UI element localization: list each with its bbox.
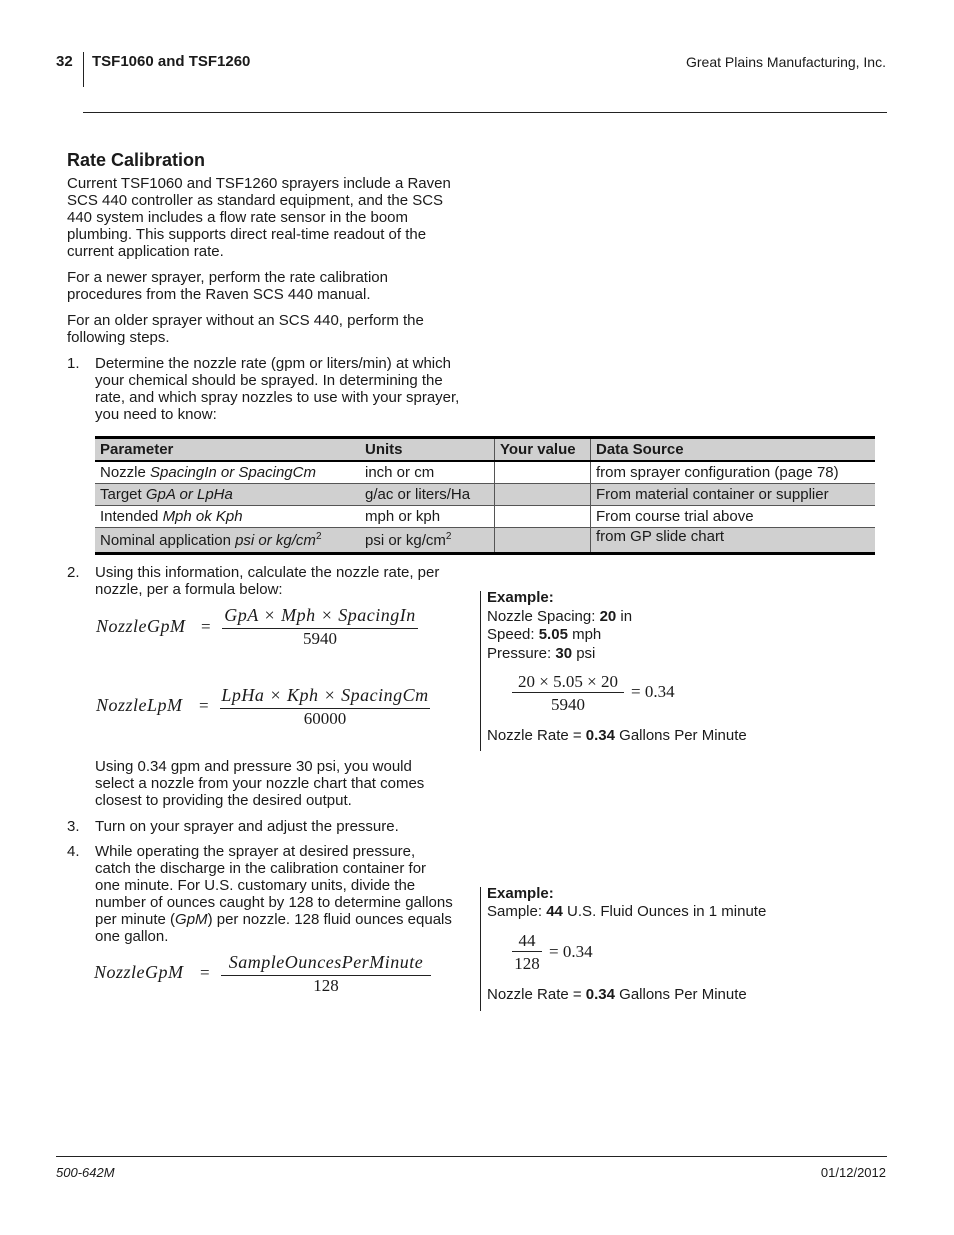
data-source-cell: From course trial above	[591, 506, 876, 528]
header-units: Units	[360, 438, 495, 462]
formula-1-lhs: NozzleGpM	[96, 616, 186, 636]
footer-rule	[56, 1156, 887, 1157]
example-1-title: Example:	[487, 589, 554, 606]
formula-3-lhs: NozzleGpM	[94, 962, 184, 982]
example-1-result: Nozzle Rate = 0.34 Gallons Per Minute	[487, 727, 747, 744]
section-heading: Rate Calibration	[67, 150, 206, 170]
formula-1-equals: =	[201, 617, 211, 636]
units-cell: g/ac or liters/Ha	[360, 484, 495, 506]
table-row	[95, 528, 875, 554]
example-1-fraction-bar	[512, 692, 624, 693]
example-1-pressure: Pressure: 30 psi	[487, 645, 596, 662]
units-cell: psi or $kg/cm^2$	[360, 528, 495, 554]
table-header-row	[95, 438, 875, 462]
document-title: TSF1060 and TSF1260	[92, 53, 251, 70]
example-2-result: Nozzle Rate = 0.34 Gallons Per Minute	[487, 986, 747, 1003]
data-source-cell: from sprayer configuration (page 78)	[591, 461, 876, 484]
example-2-calc-denominator: 128	[514, 954, 540, 973]
header-rule	[83, 112, 887, 113]
step-4-number: 4.	[67, 843, 80, 860]
step-2-text: Using this information, calculate the nozzle rate, per nozzle, per a formula below:	[95, 564, 440, 598]
formula-2-denominator: 60000	[303, 709, 347, 728]
example-2-title: Example:	[487, 885, 554, 902]
table-row	[95, 506, 875, 528]
table-row	[95, 484, 875, 506]
example-1-calc-denominator: 5940	[551, 695, 585, 714]
example-1-sidebar-line	[480, 591, 481, 751]
formula-1-numerator: GpA × Mph × SpacingIn	[224, 605, 416, 625]
formula-3-denominator: 128	[313, 976, 339, 995]
example-2-sidebar-line	[480, 887, 481, 1011]
param-cell: Nominal application psi or $kg/cm^2$	[95, 528, 360, 554]
formula-3-numerator: SampleOuncesPerMinute	[228, 952, 424, 972]
page-number: 32	[56, 53, 73, 70]
step-3-number: 3.	[67, 818, 80, 835]
step-4-text: While operating the sprayer at desired pressure, catch the discharge in the calibration container for one minute. For U.S. customary units, divide the number of ounces caught by 128 to determine gallons per minute (GpM) per nozzle. 128 fluid ounces equals one gallon.	[95, 843, 453, 945]
document-number: 500-642M	[56, 1165, 115, 1180]
publication-date: 01/12/2012	[820, 1165, 886, 1180]
formula-2-lhs: NozzleLpM	[96, 695, 183, 715]
example-2-calc-numerator: 44	[518, 931, 536, 950]
example-1-calc-numerator: 20 × 5.05 × 20	[518, 672, 618, 691]
your-value-cell[interactable]	[495, 528, 591, 554]
data-source-cell: From material container or supplier	[591, 484, 876, 506]
units-cell: inch or cm	[360, 461, 495, 484]
header-data-source: Data Source	[591, 438, 876, 462]
table-row	[95, 461, 875, 484]
step-1-text: Determine the nozzle rate (gpm or liters/min) at which your chemical should be sprayed. In determining the rate, and which spray nozzles to use with your sprayer, you need to know:	[95, 355, 460, 423]
nozzle-selection-paragraph: Using 0.34 gpm and pressure 30 psi, you would select a nozzle from your nozzle chart that comes closest to providing the desired output.	[95, 758, 425, 809]
example-1-speed: Speed: 5.05 mph	[487, 626, 602, 643]
parameters-table	[95, 436, 875, 555]
formula-2-numerator: LpHa × Kph × SpacingCm	[221, 685, 429, 705]
example-2-fraction-bar	[512, 951, 542, 952]
formula-2-equals: =	[199, 696, 209, 715]
param-cell: Intended Mph ok Kph	[95, 506, 360, 528]
newer-sprayer-paragraph: For a newer sprayer, perform the rate calibration procedures from the Raven SCS 440 manual.	[67, 269, 388, 303]
example-2-sample: Sample: 44 U.S. Fluid Ounces in 1 minute	[487, 903, 767, 920]
formula-1-denominator: 5940	[303, 629, 337, 648]
example-1-calc-result: = 0.34	[631, 682, 675, 701]
header-your-value: Your value	[495, 438, 591, 462]
example-1-spacing: Nozzle Spacing: 20 in	[487, 608, 633, 625]
step-2-number: 2.	[67, 564, 80, 581]
header-divider	[83, 52, 84, 87]
your-value-cell[interactable]	[495, 506, 591, 528]
step-1-number: 1.	[67, 355, 80, 372]
company-name: Great Plains Manufacturing, Inc.	[686, 54, 886, 70]
data-source-cell: from GP slide chart	[591, 528, 876, 554]
step-3-text: Turn on your sprayer and adjust the pressure.	[95, 818, 399, 835]
param-cell: Target GpA or LpHa	[95, 484, 360, 506]
param-cell: Nozzle SpacingIn or SpacingCm	[95, 461, 360, 484]
header-parameter: Parameter	[95, 438, 360, 462]
units-cell: mph or kph	[360, 506, 495, 528]
your-value-cell[interactable]	[495, 461, 591, 484]
formula-3-equals: =	[200, 963, 210, 982]
intro-paragraph: Current TSF1060 and TSF1260 sprayers include a Raven SCS 440 controller as standard equipment, and the SCS 440 system includes a flow rate sensor in the boom plumbing. This supports direct real-time readout of the current application rate.	[67, 175, 451, 260]
your-value-cell[interactable]	[495, 484, 591, 506]
example-2-calc-result: = 0.34	[549, 942, 593, 961]
older-sprayer-paragraph: For an older sprayer without an SCS 440, perform the following steps.	[67, 312, 424, 346]
